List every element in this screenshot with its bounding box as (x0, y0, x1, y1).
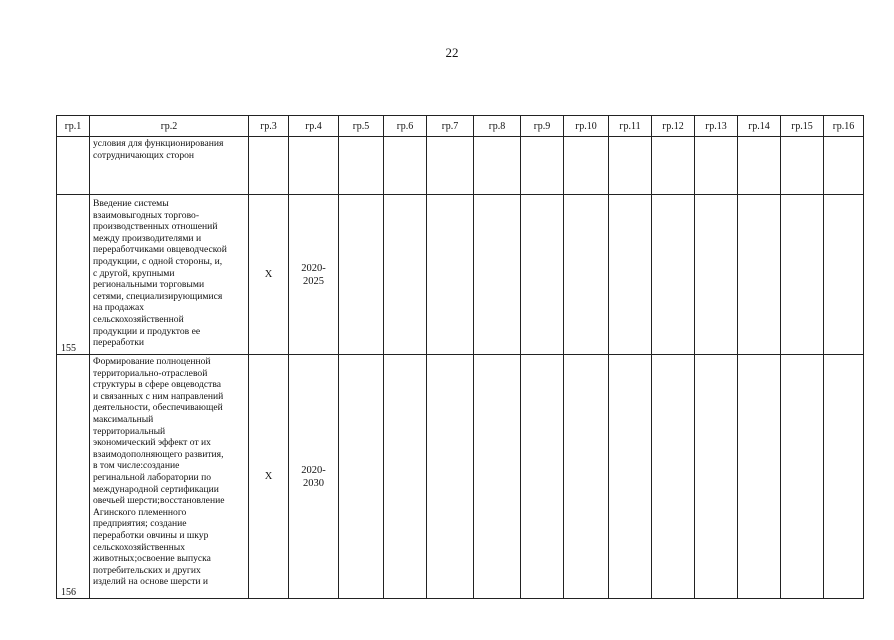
empty-cell (609, 355, 652, 599)
empty-cell (695, 355, 738, 599)
empty-cell (738, 355, 781, 599)
empty-cell (695, 137, 738, 195)
description-line: Введение системы (93, 198, 169, 209)
description-line: переработки овчины и шкур (93, 529, 209, 541)
column-header: гр.12 (652, 116, 695, 137)
empty-cell (339, 355, 384, 599)
empty-cell (521, 195, 564, 355)
data-table (56, 115, 864, 599)
description-line: предприятия; создание (93, 518, 187, 530)
column-header: гр.13 (695, 116, 738, 137)
page-number: 22 (445, 45, 459, 60)
column-header: гр.8 (474, 116, 521, 137)
empty-cell (384, 195, 427, 355)
row-number: 155 (57, 195, 90, 355)
description-line: изделий на основе шерсти и (93, 576, 209, 588)
column-header: гр.3 (249, 116, 289, 137)
description-line: максимальный (93, 413, 154, 425)
empty-cell (824, 195, 864, 355)
description-line: деятельности, обеспечивающей (93, 402, 223, 414)
empty-cell (564, 137, 609, 195)
description-line: сельскохозяйственной (93, 313, 184, 325)
description-line: сельскохозяйственных (93, 541, 186, 553)
empty-cell (474, 355, 521, 599)
column-header: гр.10 (564, 116, 609, 137)
gr3-cell (249, 137, 289, 195)
description-line: взаимовыгодных торгово- (93, 209, 200, 221)
empty-cell (564, 195, 609, 355)
description-line: потребительских и других (93, 564, 201, 576)
row-description (90, 137, 249, 195)
empty-cell (609, 137, 652, 195)
empty-cell (521, 137, 564, 195)
empty-cell (427, 137, 474, 195)
column-header: гр.9 (521, 116, 564, 137)
period-end: 2025 (303, 275, 324, 287)
gr4-cell (289, 137, 339, 195)
description-line: региональными торговыми (93, 279, 205, 291)
description-line: овечьей шерсти;восстановление (93, 495, 225, 507)
period-end: 2030 (303, 477, 324, 489)
row-description (90, 195, 249, 355)
row-description (90, 355, 249, 599)
empty-cell (427, 355, 474, 599)
empty-cell (781, 137, 824, 195)
column-header: гр.2 (90, 116, 249, 137)
gr4-cell (289, 355, 339, 599)
empty-cell (652, 195, 695, 355)
empty-cell (339, 137, 384, 195)
description-line: продукции, с одной стороны, и, (93, 255, 223, 267)
empty-cell (609, 195, 652, 355)
gr3-cell: X (249, 195, 289, 355)
description-line: на продажах (93, 302, 145, 314)
empty-cell (695, 195, 738, 355)
row-number: 156 (57, 355, 90, 599)
empty-cell (652, 355, 695, 599)
column-header: гр.5 (339, 116, 384, 137)
column-header: гр.7 (427, 116, 474, 137)
description-line: сотрудничающих сторон (93, 149, 195, 161)
description-line: продукции и продуктов ее (93, 325, 201, 337)
period-start: 2020- (301, 464, 326, 476)
description-line: взаимодополняющего развития, (93, 448, 224, 460)
description-line: Агинского племенного (93, 506, 187, 518)
column-header: гр.4 (289, 116, 339, 137)
empty-cell (564, 355, 609, 599)
column-header: гр.1 (57, 116, 90, 137)
gr4-cell (289, 195, 339, 355)
column-header: гр.11 (609, 116, 652, 137)
description-line: переработки (93, 337, 145, 349)
empty-cell (781, 355, 824, 599)
period-start: 2020- (301, 262, 326, 274)
empty-cell (824, 137, 864, 195)
description-line: условия для функционирования (93, 138, 224, 149)
empty-cell (781, 195, 824, 355)
empty-cell (384, 137, 427, 195)
empty-cell (738, 137, 781, 195)
description-line: регинальной лаборатории по (93, 471, 212, 483)
empty-cell (339, 195, 384, 355)
table-row (57, 355, 864, 599)
description-line: структуры в сфере овцеводства (93, 379, 222, 391)
empty-cell (474, 137, 521, 195)
column-header: гр.16 (824, 116, 864, 137)
description-line: животных;освоение выпуска (93, 553, 211, 565)
column-header: гр.15 (781, 116, 824, 137)
description-line: Формирование полноценной (93, 356, 211, 367)
table-row (57, 195, 864, 355)
empty-cell (384, 355, 427, 599)
row-number (57, 137, 90, 195)
description-line: переработчиками овцеводческой (93, 244, 227, 256)
empty-cell (652, 137, 695, 195)
description-line: сетями, специализирующимися (93, 290, 223, 302)
header-row (57, 116, 864, 137)
description-line: территориальный (93, 425, 166, 437)
description-line: территориально-отраслевой (93, 367, 208, 379)
empty-cell (474, 195, 521, 355)
table-row (57, 137, 864, 195)
description-line: экономический эффект от их (93, 437, 211, 449)
empty-cell (824, 355, 864, 599)
empty-cell (427, 195, 474, 355)
description-line: международной сертификации (93, 483, 219, 495)
gr3-cell: X (249, 355, 289, 599)
empty-cell (521, 355, 564, 599)
description-line: и связанных с ним направлений (93, 390, 224, 402)
column-header: гр.6 (384, 116, 427, 137)
column-header: гр.14 (738, 116, 781, 137)
description-line: между производителями и (93, 232, 202, 244)
empty-cell (738, 195, 781, 355)
description-line: в том числе:создание (93, 460, 180, 472)
description-line: производственных отношений (93, 221, 218, 233)
description-line: с другой, крупными (93, 267, 175, 279)
